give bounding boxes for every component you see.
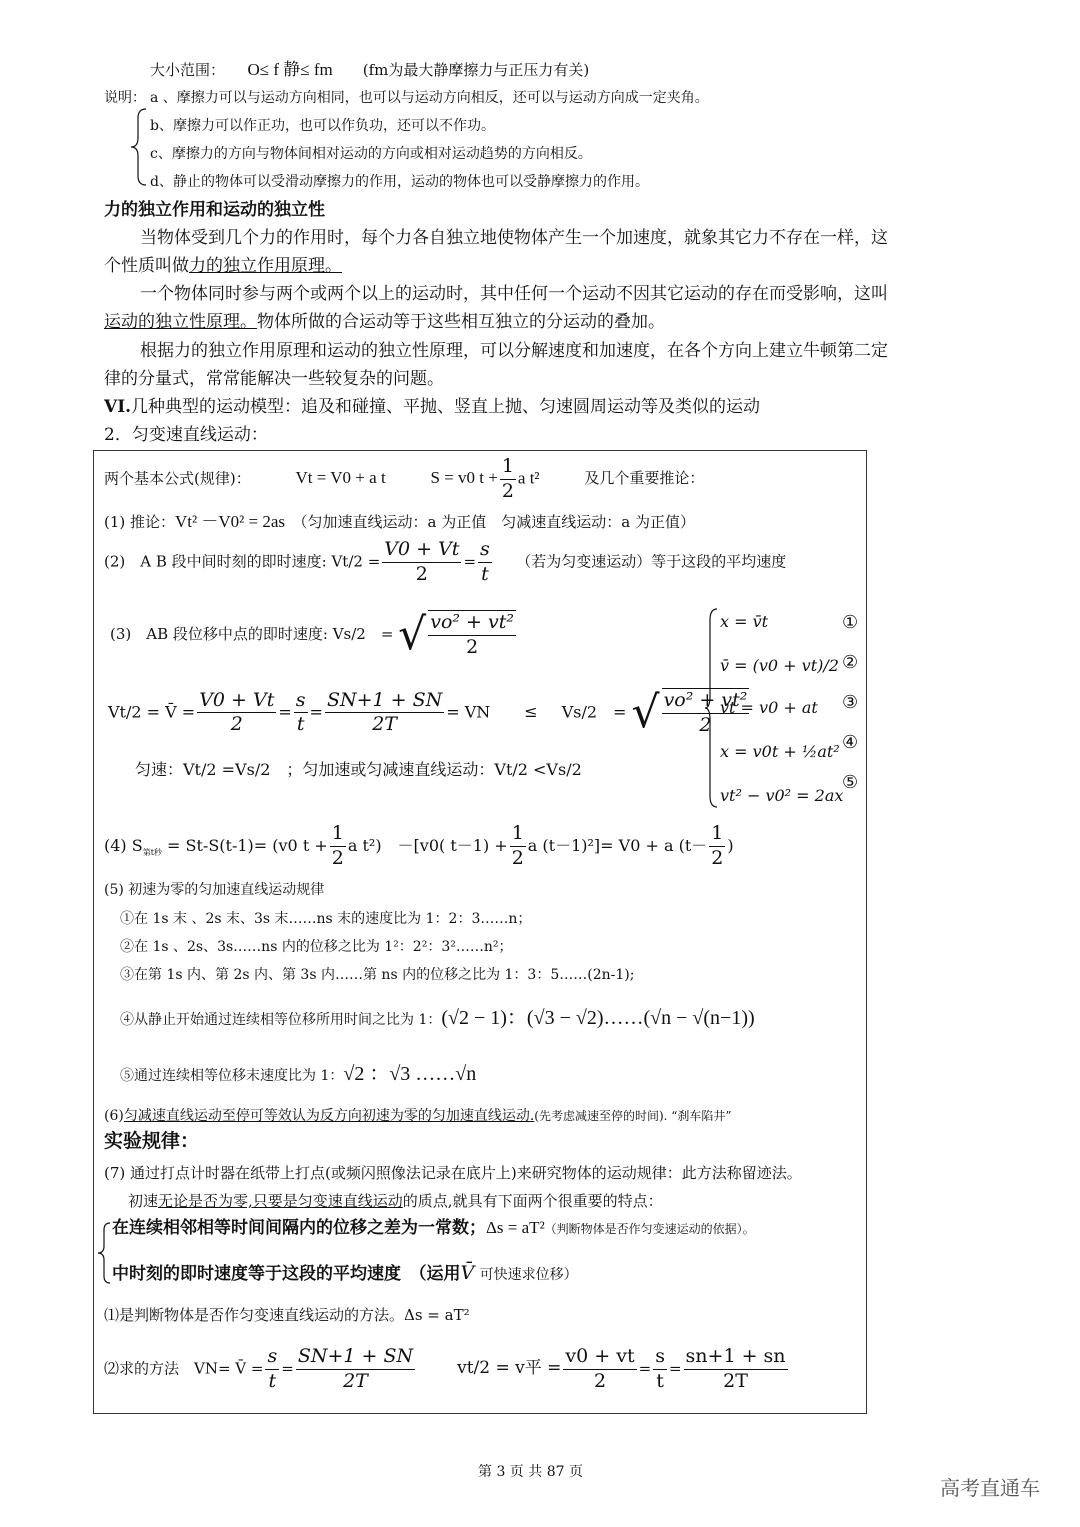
system-equation: x = v̄t: [720, 612, 769, 631]
formula: V̄: [460, 1262, 475, 1284]
formula: a (t－1)²]= V0 + a (t－: [527, 835, 708, 855]
method-1: ⑴是判断物体是否作匀变速直线运动的方法。Δs = aT²: [104, 1306, 470, 1324]
denominator: 2: [699, 713, 712, 736]
note: （判断物体是否作匀变速运动的依据）。: [544, 1222, 755, 1236]
note: (先考虑减速至停的时间). “刹车陷井”: [534, 1109, 732, 1123]
denominator: 2: [593, 1369, 607, 1392]
denominator: t: [296, 713, 305, 736]
circled-number: ⑤: [842, 772, 859, 793]
circled-number: ③: [842, 692, 859, 713]
denominator: 2: [230, 713, 243, 736]
numerator: vo² + vt²: [428, 611, 516, 636]
denominator: 2: [501, 479, 514, 502]
range-note: (fm为最大静摩擦力与正压力有关): [362, 61, 590, 79]
formula: a t²) －[v0( t－1) +: [347, 835, 508, 855]
formula: Vt² －V0² = 2as: [175, 512, 285, 531]
numerator: s: [265, 1345, 279, 1370]
underlined-term: 力的独立作用原理。: [189, 256, 342, 276]
formula: (4) S: [104, 835, 143, 855]
formula: Vt = V0 + a t: [295, 468, 386, 488]
inference-3: [110, 610, 518, 660]
denominator: 2T: [723, 1369, 748, 1392]
text: 初速: [128, 1192, 159, 1210]
vi-number: VI.: [104, 397, 132, 417]
rule-item: [120, 1062, 476, 1086]
paragraph-line: [104, 312, 665, 332]
feature-1: [112, 1218, 755, 1238]
label: 及几个重要推论：: [584, 469, 705, 488]
sqrt-icon: √: [398, 608, 427, 660]
rule-item: ①在 1s 末 、2s 末、3s 末……ns 末的速度比为 1：2：3……n；: [120, 911, 532, 927]
text: 在连续相邻相等时间间隔内的位移之差为一常数；: [112, 1218, 486, 1238]
numerator: sn+1 + sn: [684, 1345, 788, 1370]
formula: ): [727, 835, 734, 855]
formula: ⑵求的方法 VN= V̄ =: [104, 1359, 264, 1378]
formula: (√2 − 1)：(√3 − √2)……(√n − √(n−1)): [441, 1007, 755, 1029]
underlined-text: 无论是否为零,只要是匀变速直线运动: [158, 1192, 403, 1210]
text: 个性质叫做: [104, 256, 189, 276]
formula: vt/2 = v平 =: [457, 1358, 562, 1379]
text: ⑤通过连续相等位移末速度比为 1：: [120, 1068, 344, 1084]
text: ④从静止开始通过连续相等位移所用时间之比为 1：: [120, 1012, 442, 1028]
system-equation: x = v0t + ½at²: [720, 742, 840, 761]
rule-item: [120, 1006, 755, 1030]
subsection-heading: 2．匀变速直线运动：: [104, 425, 268, 445]
denominator: t: [481, 562, 489, 585]
formula: a t²: [517, 468, 540, 488]
vi-line: [104, 397, 760, 417]
brace-icon: [704, 608, 718, 808]
text: 中时刻的即时速度等于这段的平均速度 （运用: [112, 1264, 461, 1284]
vi-text: 几种典型的运动模型：追及和碰撞、平抛、竖直上抛、匀速圆周运动等及类似的运动: [131, 397, 761, 417]
rule-title: (5) 初速为零的匀加速直线运动规律: [104, 882, 325, 898]
formula: = VN: [446, 702, 491, 722]
numerator: 1: [500, 455, 516, 480]
note-item: c、摩擦力的方向与物体间相对运动的方向或相对运动趋势的方向相反。: [150, 146, 592, 162]
inference-6: [104, 1108, 732, 1125]
numerator: s: [478, 538, 492, 563]
system-equation: v̄ = (v0 + vt)/2: [720, 656, 839, 675]
formula: Δs = aT²: [486, 1218, 545, 1237]
basic-formulas: [104, 455, 704, 504]
text: 的质点,就具有下面两个很重要的特点：: [402, 1192, 663, 1210]
denominator: 2T: [343, 1369, 368, 1392]
denominator: t: [268, 1369, 277, 1392]
note: 可快速求位移）: [479, 1267, 578, 1283]
paragraph-line: 一个物体同时参与两个或两个以上的运动时，其中任何一个运动不因其它运动的存在而受影响，这叫: [140, 284, 888, 304]
formula: Vs/2 =: [561, 702, 627, 722]
section-heading: 实验规律：: [104, 1130, 200, 1152]
system-equation: vt² − v0² = 2ax: [720, 786, 844, 805]
paragraph-line: 当物体受到几个力的作用时，每个力各自独立地使物体产生一个加速度，就象其它力不存在一样，这: [140, 228, 888, 248]
numerator: SN+1 + SN: [296, 1345, 415, 1370]
paragraph-line: 律的分量式，常常能解决一些较复杂的问题。: [104, 369, 444, 389]
denominator: 2: [466, 635, 479, 658]
watermark: 高考直通车: [940, 1476, 1040, 1500]
numerator: vo² + vt²: [662, 689, 750, 714]
numerator: V0 + Vt: [197, 689, 276, 714]
le-sign: ≤: [524, 702, 538, 722]
denominator: 2: [511, 846, 524, 869]
paragraph-line: (7) 通过打点计时器在纸带上打点(或频闪照像法记录在底片上)来研究物体的运动规律：此方法称留迹法。: [104, 1164, 802, 1182]
sqrt-icon: √: [631, 686, 660, 738]
section-heading: 力的独立作用和运动的独立性: [104, 200, 325, 220]
numerator: V0 + Vt: [382, 538, 461, 563]
inference-2: [104, 538, 786, 587]
feature-2: [112, 1262, 578, 1285]
circled-number: ④: [842, 732, 859, 753]
text: (6): [104, 1108, 124, 1124]
range-formula: O≤ f 静≤ fm: [247, 60, 333, 79]
brace-icon: [130, 108, 148, 186]
formula: √2 ：√3 ……√n: [343, 1063, 477, 1085]
rule-item: ②在 1s 、2s、3s……ns 内的位移之比为 1²：2²：3²……n²；: [120, 939, 513, 955]
denominator: t: [656, 1369, 664, 1392]
numerator: s: [653, 1345, 667, 1370]
formula: Vt/2 = V̄ =: [108, 702, 196, 722]
notes-label: 说明：: [104, 90, 146, 106]
method-2: ⑵求的方法 VN= V̄ = $\frac{s}{t}$ = $\frac{SN+1 + SN}{2T}$ vt/2 = v平 = $\frac{v0 + vt}{2}$ = $\frac{s}{t}$ = $\frac{sn+1 + sn}{2T}$: [104, 1345, 786, 1392]
note-item: b、摩擦力可以作正功，也可以作负功，还可以不作功。: [150, 118, 495, 134]
paragraph-line: [128, 1192, 663, 1210]
inference-1: [104, 512, 695, 532]
label: (1) 推论：: [104, 513, 176, 531]
numerator: s: [294, 689, 308, 714]
text: 物体所做的合运动等于这些相互独立的分运动的叠加。: [257, 312, 665, 332]
denominator: 2: [331, 846, 344, 869]
note-item: d、静止的物体可以受滑动摩擦力的作用，运动的物体也可以受静摩擦力的作用。: [150, 174, 649, 190]
uniform-comparison: 匀速：Vt/2 =Vs/2 ；匀加速或匀减速直线运动：Vt/2 <Vs/2: [135, 760, 582, 779]
label: (2) A B 段中间时刻的即时速度: Vt/2 =: [104, 552, 381, 571]
range-label: 大小范围：: [150, 61, 218, 79]
system-equation: vt = v0 + at: [720, 698, 818, 717]
note: （若为匀变速运动）等于这段的平均速度: [523, 552, 787, 571]
underlined-text: 匀减速直线运动至停可等效认为反方向初速为零的匀加速直线运动.: [123, 1108, 535, 1124]
range-line: [150, 60, 589, 80]
note-item: a 、摩擦力可以与运动方向相同，也可以与运动方向相反，还可以与运动方向成一定夹角。: [150, 90, 709, 106]
numerator: 1: [709, 822, 725, 847]
paragraph-line: 根据力的独立作用原理和运动的独立性原理，可以分解速度和加速度，在各个方向上建立牛顿第二定: [140, 341, 888, 361]
numerator: 1: [330, 822, 346, 847]
denominator: 2T: [372, 713, 397, 736]
circled-number: ①: [842, 612, 859, 633]
brace-icon: [97, 1222, 111, 1284]
formula: S = v0 t +: [430, 468, 498, 488]
inference-4: [104, 822, 734, 871]
note: （匀加速直线运动：a 为正值 匀减速直线运动：a 为正值）: [300, 513, 695, 531]
equals: =: [463, 552, 477, 571]
circled-number: ②: [842, 652, 859, 673]
numerator: 1: [510, 822, 526, 847]
underlined-term: 运动的独立性原理。: [104, 312, 257, 332]
label: 两个基本公式(规律)：: [104, 469, 251, 488]
formula: = St-S(t-1)= (v0 t +: [167, 835, 328, 855]
velocity-chain: Vt/2 = V̄ = $\frac{V0 + Vt}{2}$ = $\frac{s}{t}$ = $\frac{SN+1 + SN}{2T}$ = VN ≤ Vs/2 = √ $\frac{\text{vo² + vt²}}{2}$: [108, 686, 748, 738]
label: (3) AB 段位移中点的即时速度: Vs/2 =: [110, 624, 394, 643]
paragraph-line: [104, 256, 342, 276]
numerator: v0 + vt: [563, 1345, 636, 1370]
numerator: SN+1 + SN: [325, 689, 444, 714]
page-number: 第 3 页 共 87 页: [478, 1464, 583, 1480]
denominator: 2: [415, 562, 428, 585]
denominator: 2: [711, 846, 724, 869]
subscript: 第t秒: [142, 847, 162, 857]
rule-item: ③在第 1s 内、第 2s 内、第 3s 内……第 ns 内的位移之比为 1：3：5……(2n-1);: [120, 967, 635, 983]
